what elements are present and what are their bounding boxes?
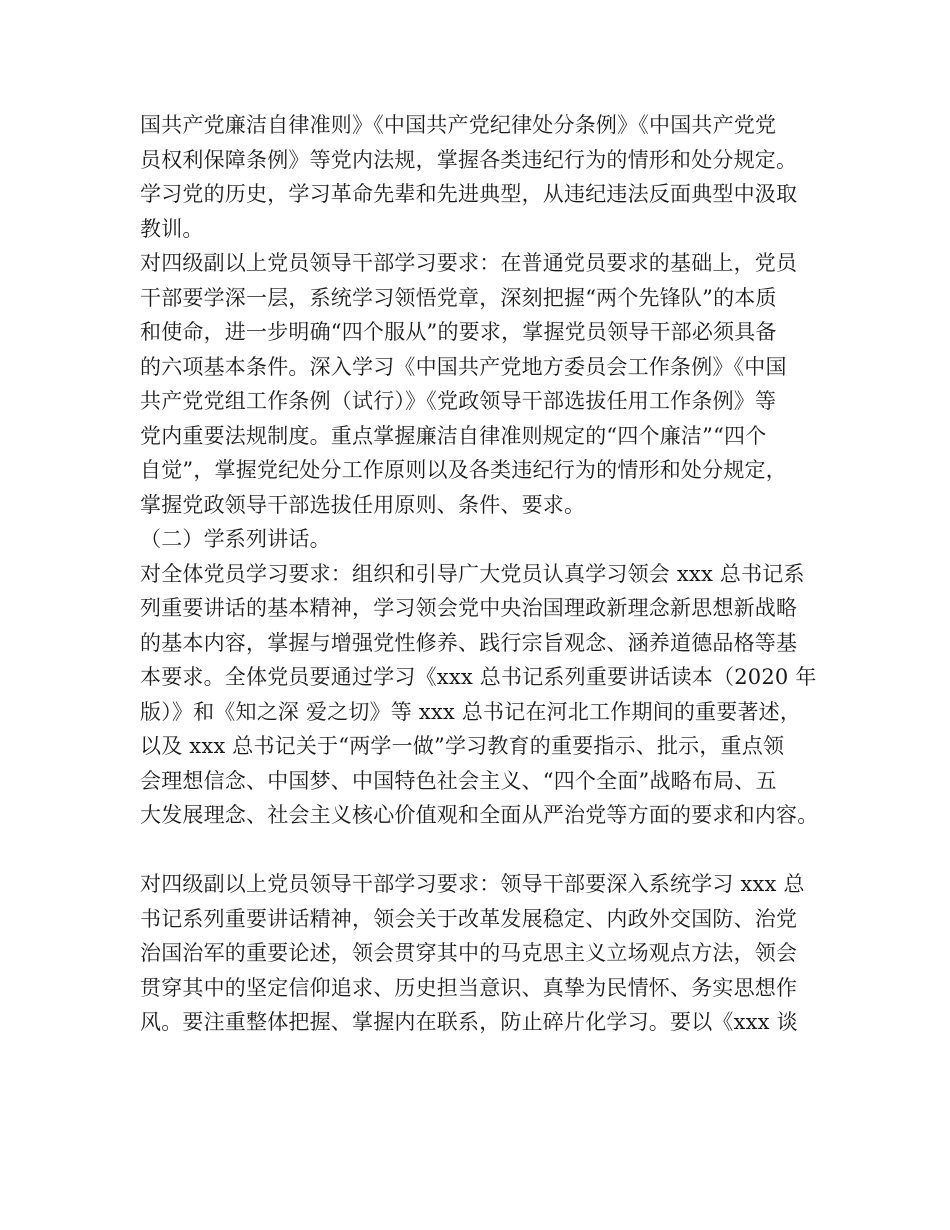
text-line: 国共产党廉洁自律准则》《中国共产党纪律处分条例》《中国共产党党 [140, 113, 777, 137]
text-line: 自觉”，掌握党纪处分工作原则以及各类违纪行为的情形和处分规定， [140, 458, 787, 482]
text-line: 本要求。全体党员要通过学习《xxx 总书记系列重要讲话读本（2020 年 [140, 665, 817, 689]
text-line: 掌握党政领导干部选拔任用原则、条件、要求。 [140, 492, 586, 517]
document-body [140, 108, 830, 1040]
text-line: 列重要讲话的基本精神，学习领会党中央治国理政新理念新思想新战略 [140, 596, 798, 620]
text-line: 以及 xxx 总书记关于“两学一做”学习教育的重要指示、批示，重点领 [140, 734, 785, 758]
text-line: 对四级副以上党员领导干部学习要求：领导干部要深入系统学习 xxx 总 [140, 872, 805, 896]
text-line: 教训。 [140, 216, 204, 241]
text-line: 和使命，进一步明确“四个服从”的要求，掌握党员领导干部必须具备 [140, 320, 777, 344]
text-line: 对四级副以上党员领导干部学习要求：在普通党员要求的基础上，党员 [140, 251, 798, 275]
text-line: 贯穿其中的坚定信仰追求、历史担当意识、真挚为民情怀、务实思想作 [140, 975, 798, 1000]
text-line: 的基本内容，掌握与增强党性修养、践行宗旨观念、涵养道德品格等基 [140, 630, 798, 655]
text-line: 学习党的历史，学习革命先辈和先进典型，从违纪违法反面典型中汲取 [140, 182, 798, 206]
section-heading: （二）学系列讲话。 [140, 527, 331, 551]
text-line: 的六项基本条件。深入学习《中国共产党地方委员会工作条例》《中国 [140, 354, 787, 379]
text-line: 对全体党员学习要求：组织和引导广大党员认真学习领会 xxx 总书记系 [140, 561, 805, 586]
text-line: 共产党党组工作条例（试行）》《党政领导干部选拔任用工作条例》等 [140, 389, 777, 413]
text-line: 员权利保障条例》等党内法规，掌握各类违纪行为的情形和处分规定。 [140, 147, 798, 172]
text-line: 大发展理念、社会主义核心价值观和全面从严治党等方面的要求和内容。 [140, 803, 819, 827]
text-line: 治国治军的重要论述，领会贯穿其中的马克思主义立场观点方法，领会 [140, 941, 798, 965]
text-line: 版）》和《知之深 爱之切》等 xxx 总书记在河北工作期间的重要著述， [140, 699, 802, 724]
text-line: 风。要注重整体把握、掌握内在联系，防止碎片化学习。要以《xxx 谈 [140, 1010, 798, 1034]
text-line: 干部要学深一层，系统学习领悟党章，深刻把握“两个先锋队”的本质 [140, 285, 777, 310]
text-line: 党内重要法规制度。重点掌握廉洁自律准则规定的“四个廉洁”“四个 [140, 423, 767, 448]
paragraph-gap [140, 833, 830, 868]
text-line: 书记系列重要讲话精神，领会关于改革发展稳定、内政外交国防、治党 [140, 906, 798, 931]
text-line: 会理想信念、中国梦、中国特色社会主义、“四个全面”战略布局、五 [140, 768, 777, 793]
